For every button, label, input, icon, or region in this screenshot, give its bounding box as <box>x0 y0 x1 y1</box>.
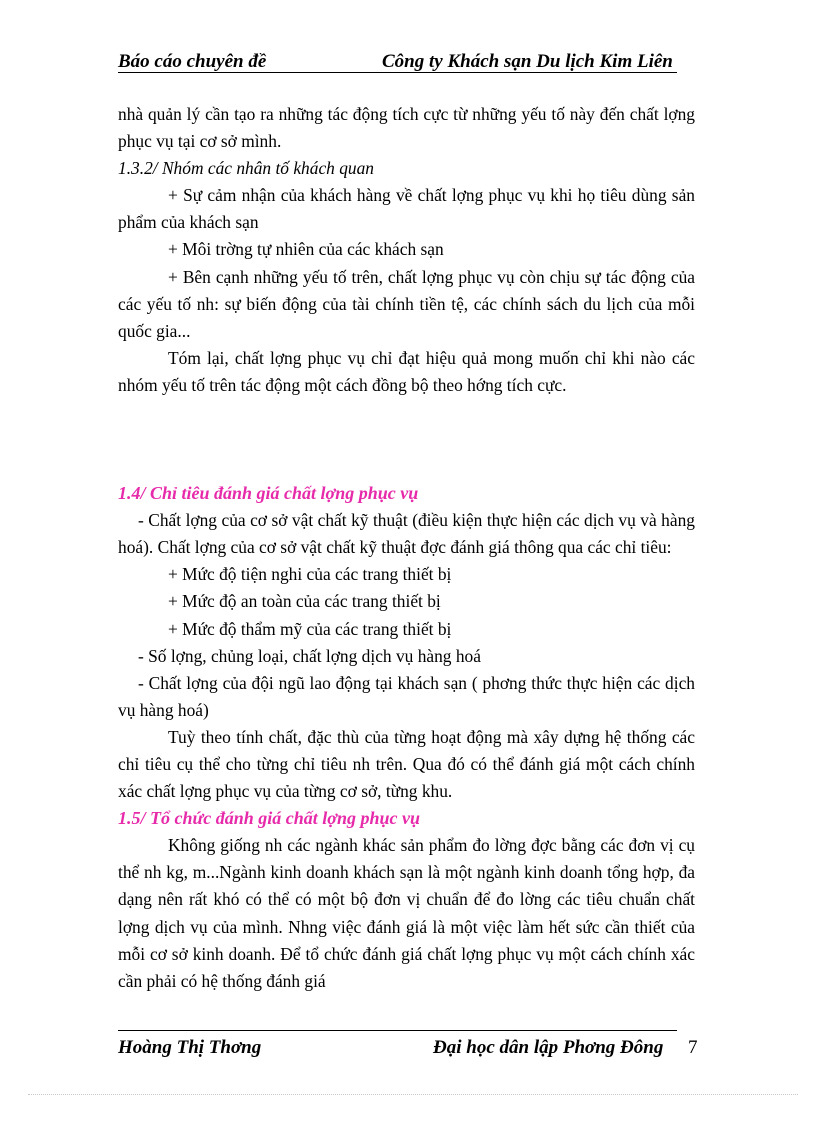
document-body <box>118 101 695 995</box>
header-company-name: Công ty Khách sạn Du lịch Kim Liên <box>382 51 673 72</box>
paragraph: - Chất lợng của đội ngũ lao động tại khách sạn ( phơng thức thực hiện các dịch vụ hàng hoá) <box>118 672 695 720</box>
paragraph: Tóm lại, chất lợng phục vụ chỉ đạt hiệu quả mong muốn chỉ khi nào các nhóm yếu tố trên tác động một cách đồng bộ theo hớng tích cực. <box>118 347 695 395</box>
header-divider <box>118 72 677 73</box>
paragraph: Không giống nh các ngành khác sản phẩm đo lờng đợc bằng các đơn vị cụ thể nh kg, m...Ngành kinh doanh khách sạn là một ngành kinh doanh tổng hợp, đa dạng nên rất khó có thể có một bộ đơn vị chuẩn để đo lờng các tiêu chuẩn chất lợng dịch vụ của mình. Nhng việc đánh giá là một việc làm hết sức cần thiết của mỗi cơ sở kinh doanh. Để tổ chức đánh giá chất lợng phục vụ một cách chính xác cần phải có hệ thống đánh giá <box>118 835 695 991</box>
page-edge-dotted-line <box>28 1094 798 1095</box>
footer-author: Hoàng Thị Thơng <box>118 1037 262 1058</box>
list-item: + Mức độ tiện nghi của các trang thiết bị <box>168 564 452 585</box>
spacer <box>118 399 695 480</box>
paragraph: nhà quản lý cần tạo ra những tác động tích cực từ những yếu tố này đến chất lợng phục vụ tại cơ sở mình. <box>118 104 695 152</box>
paragraph: + Bên cạnh những yếu tố trên, chất lợng phục vụ còn chịu sự tác động của các yếu tố nh: sự biến động của tài chính tiền tệ, các chính sách du lịch của mỗi quốc gia... <box>118 266 695 341</box>
paragraph: - Số lợng, chủng loại, chất lợng dịch vụ hàng hoá <box>138 645 481 666</box>
section-heading-1-3-2: 1.3.2/ Nhóm các nhân tố khách quan <box>118 158 374 179</box>
header-report-title: Báo cáo chuyên đề <box>118 51 267 72</box>
paragraph: + Sự cảm nhận của khách hàng về chất lợng phục vụ khi họ tiêu dùng sản phẩm của khách sạn <box>118 185 695 233</box>
list-item: + Mức độ thẩm mỹ của các trang thiết bị <box>168 618 452 639</box>
paragraph: Tuỳ theo tính chất, đặc thù của từng hoạt động mà xây dựng hệ thống các chỉ tiêu cụ thể cho từng chỉ tiêu nh trên. Qua đó có thể đánh giá một cách chính xác chất lợng phục vụ của từng cơ sở, từng khu. <box>118 726 695 802</box>
section-heading-1-5: 1.5/ Tổ chức đánh giá chất lợng phục vụ <box>118 808 420 829</box>
paragraph: - Chất lợng của cơ sở vật chất kỹ thuật (điều kiện thực hiện các dịch vụ và hàng hoá). Chất lợng của cơ sở vật chất kỹ thuật đợc đánh giá thông qua các chỉ tiêu: <box>118 510 695 558</box>
list-item: + Mức độ an toàn của các trang thiết bị <box>168 591 441 612</box>
page-number: 7 <box>688 1037 698 1058</box>
paragraph: + Môi trờng tự nhiên của các khách sạn <box>168 239 444 260</box>
footer-divider <box>118 1030 677 1031</box>
footer-school: Đại học dân lập Phơng Đông <box>433 1037 664 1058</box>
section-heading-1-4: 1.4/ Chỉ tiêu đánh giá chất lợng phục vụ <box>118 483 419 504</box>
